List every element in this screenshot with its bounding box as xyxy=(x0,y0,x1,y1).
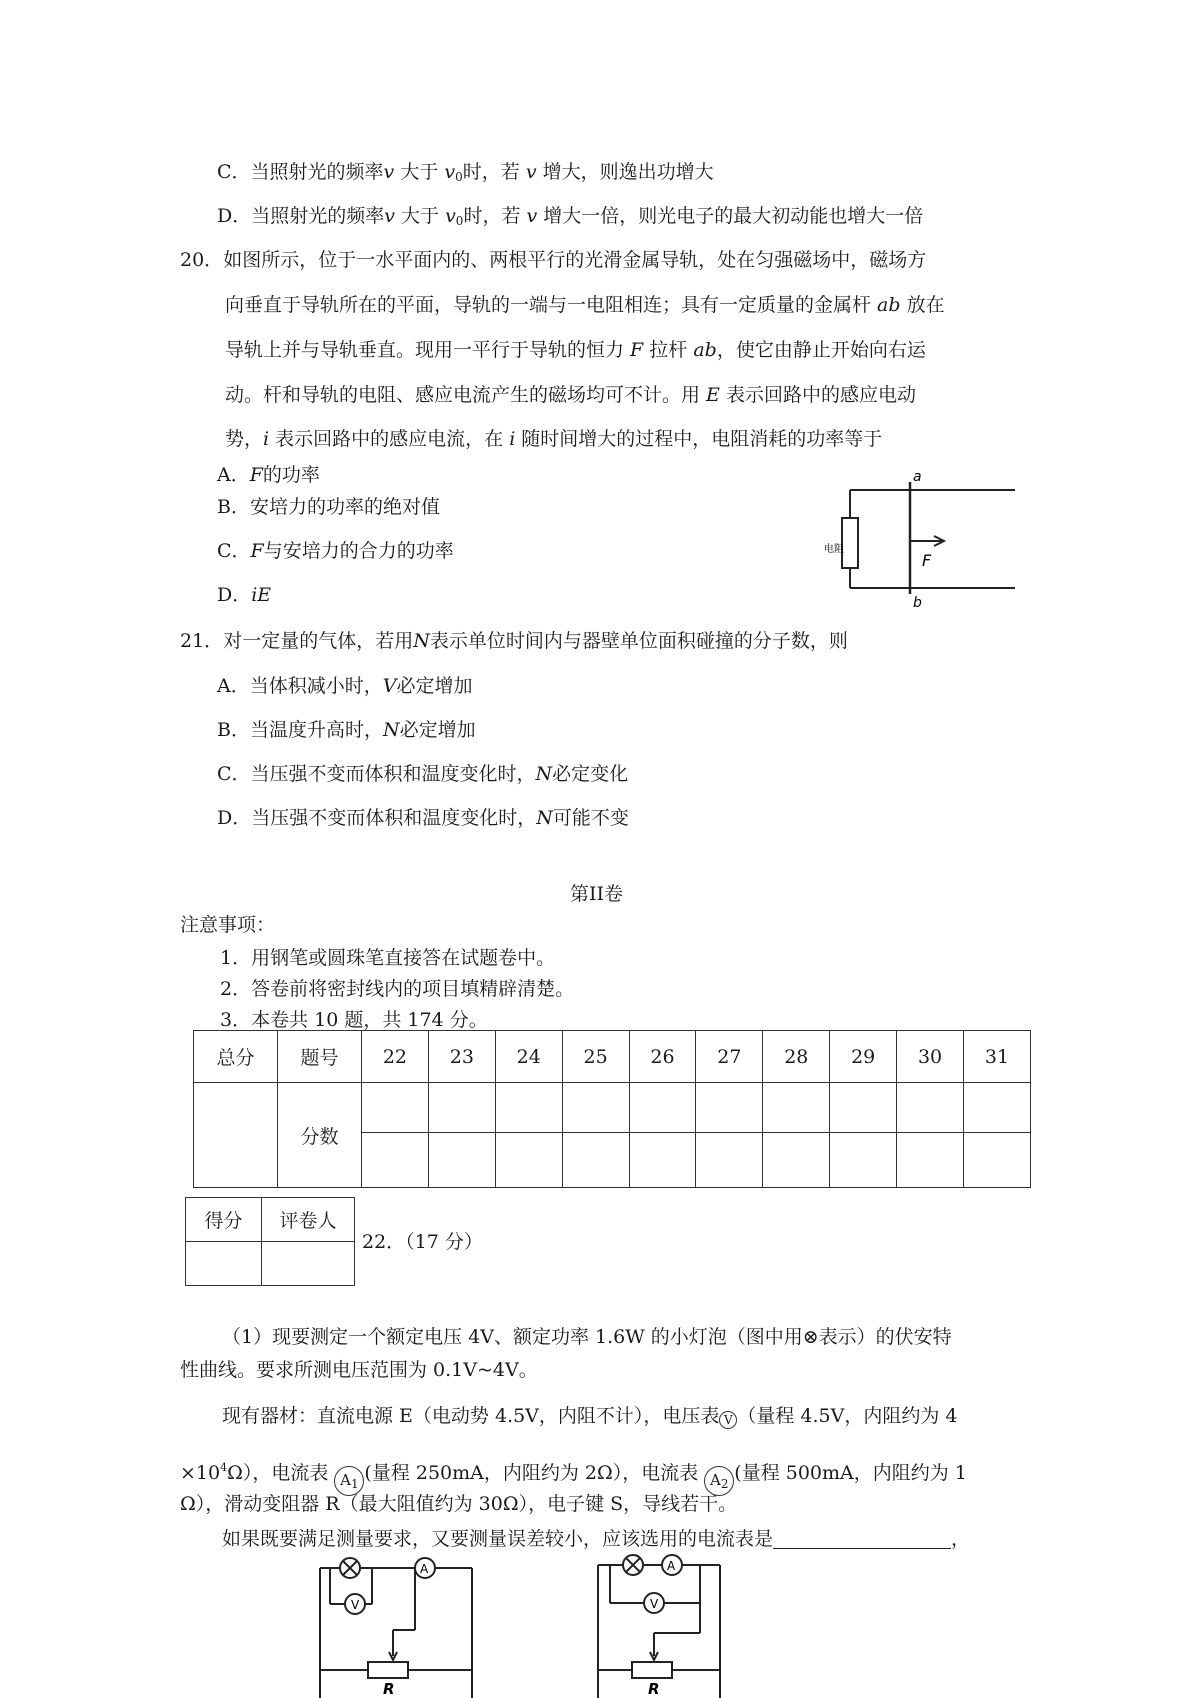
qno-cell: 23 xyxy=(428,1031,495,1083)
score-table xyxy=(193,1030,1031,1188)
q22-part1-line2: 性曲线。要求所测电压范围为 0.1V~4V。 xyxy=(180,1359,538,1381)
score-cell[interactable] xyxy=(964,1133,1031,1188)
resistor-label: 电阻 xyxy=(824,544,844,555)
score-cell[interactable] xyxy=(629,1133,696,1188)
grader-score-header: 得分 xyxy=(186,1198,262,1242)
q19-option-d: D．当照射光的频率v 大于 $v_0$时，若 v 增大一倍，则光电子的最大初动能也增大一倍 xyxy=(217,205,924,228)
q20-option-c: C．F与安培力的合力的功率 xyxy=(217,540,454,562)
q22-equipment-line1: 现有器材：直流电源 E（电动势 4.5V，内阻不计），电压表 V （量程 4.5V，内阻约为 4 xyxy=(222,1405,958,1427)
score-cell[interactable] xyxy=(362,1083,429,1133)
qno-cell: 25 xyxy=(562,1031,629,1083)
q21-stem: 21．对一定量的气体，若用N表示单位时间内与器壁单位面积碰撞的分子数，则 xyxy=(180,630,848,652)
rail-circuit-figure xyxy=(820,470,1030,610)
score-cell[interactable] xyxy=(495,1083,562,1133)
q20-stem-line5: 势，i 表示回路中的感应电流，在 i 随时间增大的过程中，电阻消耗的功率等于 xyxy=(225,428,883,450)
q22-equipment-line3: Ω），滑动变阻器 R（最大阻值约为 30Ω），电子键 S，导线若干。 xyxy=(180,1493,738,1515)
note-item-3: 3．本卷共 10 题，共 174 分。 xyxy=(220,1009,488,1031)
qno-cell: 27 xyxy=(696,1031,763,1083)
score-cell[interactable] xyxy=(763,1133,830,1188)
total-header: 总分 xyxy=(194,1031,278,1083)
score-cell[interactable] xyxy=(428,1133,495,1188)
voltmeter-label: V xyxy=(650,1597,659,1611)
score-cell[interactable] xyxy=(562,1133,629,1188)
score-cell[interactable] xyxy=(897,1133,964,1188)
q22-heading: 22．（17 分） xyxy=(362,1231,483,1253)
qno-cell: 30 xyxy=(897,1031,964,1083)
q22-question-line: 如果既要满足测量要求，又要测量误差较小，应该选用的电流表是 ， xyxy=(222,1528,971,1550)
score-cell[interactable] xyxy=(629,1083,696,1133)
ammeter-label: A xyxy=(667,1559,676,1573)
q21-option-a: A．当体积减小时，V必定增加 xyxy=(217,675,473,697)
grader-table xyxy=(185,1197,355,1286)
q20-stem-line1: 20．如图所示，位于一水平面内的、两根平行的光滑金属导轨，处在匀强磁场中，磁场方 xyxy=(180,249,927,271)
total-score-cell[interactable] xyxy=(194,1083,278,1188)
score-cell[interactable] xyxy=(964,1083,1031,1133)
qno-cell: 22 xyxy=(362,1031,429,1083)
q21-option-c: C．当压强不变而体积和温度变化时，N必定变化 xyxy=(217,763,629,785)
ammeter-a2-symbol: $A_2$ xyxy=(704,1466,734,1496)
q20-option-a: A．F的功率 xyxy=(217,464,320,486)
note-item-2: 2．答卷前将密封线内的项目填精辟清楚。 xyxy=(220,978,575,1000)
score-cell[interactable] xyxy=(428,1083,495,1133)
qno-cell: 24 xyxy=(495,1031,562,1083)
resistor-symbol xyxy=(842,518,858,568)
q20-option-d: D．iE xyxy=(217,584,272,606)
qno-cell: 28 xyxy=(763,1031,830,1083)
score-cell[interactable] xyxy=(763,1083,830,1133)
grader-score-cell[interactable] xyxy=(186,1242,262,1286)
note-item-1: 1．用钢笔或圆珠笔直接答在试题卷中。 xyxy=(220,947,556,969)
score-cell[interactable] xyxy=(495,1133,562,1188)
q22-equipment-line2: $\times 10^4\Omega$），电流表 $A_1$ (量程 250mA，内阻约为 2Ω），电流表 $A_2$ (量程 500mA，内阻约为 1 xyxy=(180,1456,967,1496)
qno-header: 题号 xyxy=(278,1031,362,1083)
qno-cell: 31 xyxy=(964,1031,1031,1083)
q20-option-b: B．安培力的功率的绝对值 xyxy=(217,496,440,518)
score-cell[interactable] xyxy=(696,1083,763,1133)
q19-option-c: C．当照射光的频率v 大于 $v_0$时，若 v 增大，则逸出功增大 xyxy=(217,161,714,184)
ammeter-label: A xyxy=(420,1562,429,1576)
notes-heading: 注意事项： xyxy=(180,914,276,936)
answer-blank[interactable] xyxy=(773,1529,951,1549)
q20-stem-line4: 动。杆和导轨的电阻、感应电流产生的磁场均可不计。用 E 表示回路中的感应电动 xyxy=(225,384,916,406)
part2-title: 第II卷 xyxy=(570,883,624,905)
grader-name-cell[interactable] xyxy=(262,1242,355,1286)
q20-stem-line2: 向垂直于导轨所在的平面，导轨的一端与一电阻相连；具有一定质量的金属杆 ab 放在 xyxy=(225,294,945,316)
grader-name-header: 评卷人 xyxy=(262,1198,355,1242)
q21-option-d: D．当压强不变而体积和温度变化时，N可能不变 xyxy=(217,807,629,829)
ammeter-a1-symbol: $A_1$ xyxy=(334,1466,364,1496)
rheostat-label: R xyxy=(648,1680,660,1698)
score-cell[interactable] xyxy=(696,1133,763,1188)
circuit-diagram-1 xyxy=(300,1548,500,1698)
circuit-diagram-2 xyxy=(580,1545,780,1698)
voltmeter-label: V xyxy=(351,1598,360,1612)
qno-cell: 26 xyxy=(629,1031,696,1083)
label-a: a xyxy=(913,470,922,485)
score-row-label: 分数 xyxy=(278,1083,362,1188)
q21-option-b: B．当温度升高时，N必定增加 xyxy=(217,719,476,741)
rheostat-label: R xyxy=(383,1680,395,1698)
score-cell[interactable] xyxy=(562,1083,629,1133)
score-cell[interactable] xyxy=(897,1083,964,1133)
score-cell[interactable] xyxy=(830,1083,897,1133)
q22-part1-line1: （1）现要测定一个额定电压 4V、额定功率 1.6W 的小灯泡（图中用⊗表示）的伏安特 xyxy=(222,1326,952,1348)
q20-stem-line3: 导轨上并与导轨垂直。现用一平行于导轨的恒力 F 拉杆 ab，使它由静止开始向右运 xyxy=(225,339,926,361)
label-F: F xyxy=(922,551,932,570)
voltmeter-symbol: V xyxy=(719,1411,737,1429)
qno-cell: 29 xyxy=(830,1031,897,1083)
score-cell[interactable] xyxy=(362,1133,429,1188)
score-cell[interactable] xyxy=(830,1133,897,1188)
label-b: b xyxy=(913,595,922,610)
